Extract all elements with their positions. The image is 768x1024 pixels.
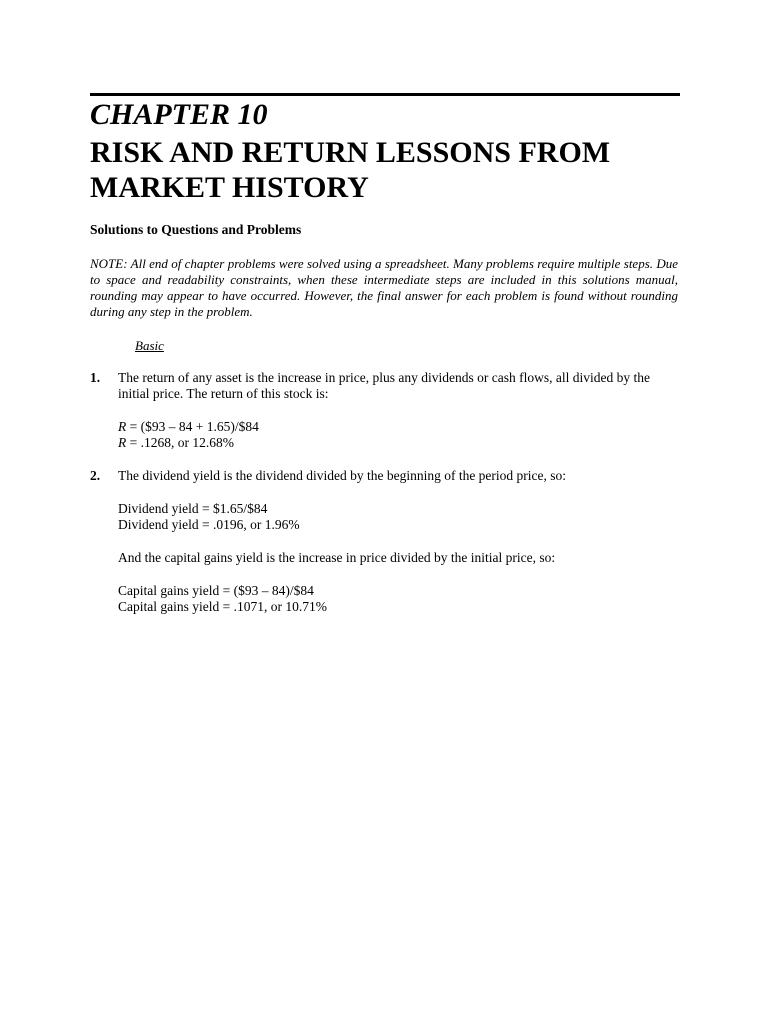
equation-line: Dividend yield = .0196, or 1.96% — [118, 517, 300, 532]
equation-line — [118, 435, 234, 451]
header-rule — [90, 93, 680, 96]
problem-text: The dividend yield is the dividend divided by the beginning of the period price, so: — [118, 468, 567, 483]
equation-line: Dividend yield = $1.65/$84 — [118, 501, 268, 516]
equation-line — [118, 419, 259, 435]
chapter-title: RISK AND RETURN LESSONS FROM MARKET HISTORY — [90, 136, 611, 204]
equation-line: Capital gains yield = ($93 – 84)/$84 — [118, 583, 314, 598]
equation-variable: R — [118, 435, 127, 450]
chapter-label: CHAPTER 10 — [90, 98, 268, 131]
equation-expression: = .1268, or 12.68% — [126, 435, 234, 450]
subsection-heading: Basic — [135, 338, 164, 353]
problem-number: 2. — [90, 468, 101, 483]
problem-text: The return of any asset is the increase in price, plus any dividends or cash flows, all divided by the initial price. The return of this stock is: — [118, 370, 650, 401]
solutions-note: NOTE: All end of chapter problems were solved using a spreadsheet. Many problems require multiple steps. Due to space and readability constraints, when these intermediate steps are included in this solutions manual, rounding may appear to have occurred. However, the final answer for each problem is found without rounding during any step in the problem. — [90, 256, 678, 319]
equation-line: Capital gains yield = .1071, or 10.71% — [118, 599, 327, 614]
equation-expression: = ($93 – 84 + 1.65)/$84 — [126, 419, 259, 434]
problem-number: 1. — [90, 370, 101, 385]
section-heading: Solutions to Questions and Problems — [90, 222, 302, 237]
equation-variable: R — [118, 419, 127, 434]
problem-text: And the capital gains yield is the increase in price divided by the initial price, so: — [118, 550, 556, 565]
